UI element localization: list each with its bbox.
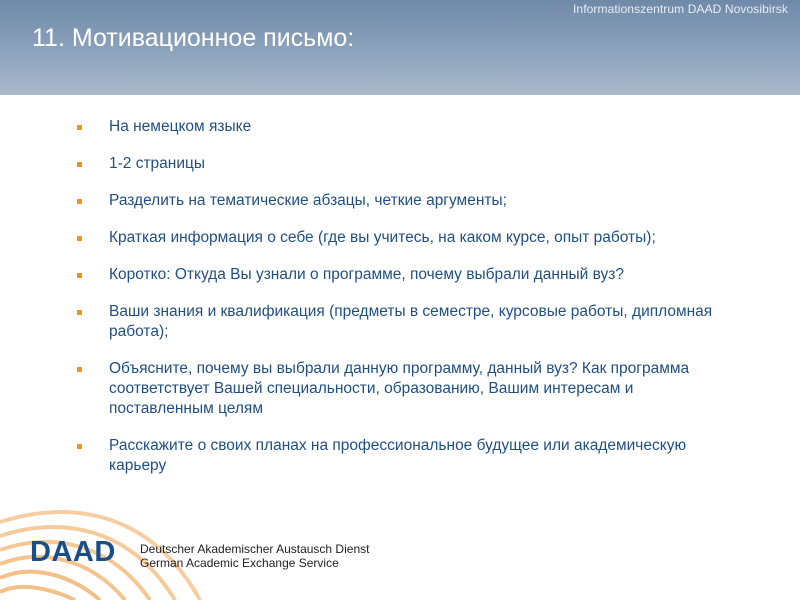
bullet-item [76, 154, 726, 174]
bullet-item [76, 302, 726, 342]
logo-subtitle-de: Deutscher Akademischer Austausch Dienst [140, 542, 370, 556]
header-banner [0, 0, 800, 95]
bullet-marker-icon [77, 199, 82, 204]
bullet-text: Расскажите о своих планах на профессиональное будущее или академическую карьеру [109, 437, 687, 474]
bullet-text: Краткая информация о себе (где вы учитесь, на каком курсе, опыт работы); [109, 229, 656, 246]
bullet-text: Ваши знания и квалификация (предметы в семестре, курсовые работы, дипломная работа); [109, 303, 713, 340]
bullet-marker-icon [77, 273, 82, 278]
bullet-item [76, 265, 726, 285]
header-info-text: Informationszentrum DAAD Novosibirsk [572, 2, 788, 16]
bullet-marker-icon [77, 125, 82, 130]
bullet-item [76, 117, 726, 137]
bullet-text: Разделить на тематические абзацы, четкие аргументы; [109, 192, 507, 209]
bullet-item [76, 191, 726, 211]
daad-logo: DAAD [30, 536, 116, 568]
bullet-item [76, 359, 726, 419]
bullet-text: На немецком языке [109, 118, 252, 135]
bullet-marker-icon [77, 444, 82, 449]
bullet-list [76, 117, 726, 493]
bullet-marker-icon [77, 310, 82, 315]
bullet-item [76, 228, 726, 248]
slide-title: 11. Мотивационное письмо: [32, 24, 355, 52]
bullet-text: Коротко: Откуда Вы узнали о программе, почему выбрали данный вуз? [109, 266, 625, 283]
bullet-marker-icon [77, 236, 82, 241]
bullet-marker-icon [77, 162, 82, 167]
bullet-text: 1-2 страницы [109, 155, 206, 172]
bullet-item [76, 436, 726, 476]
logo-subtitle-en: German Academic Exchange Service [140, 556, 339, 570]
bullet-text: Объясните, почему вы выбрали данную программу, данный вуз? Как программа соответствует Вашей специальности, образованию, Вашим интересам и поставленным целям [109, 360, 690, 417]
bullet-marker-icon [77, 367, 82, 372]
